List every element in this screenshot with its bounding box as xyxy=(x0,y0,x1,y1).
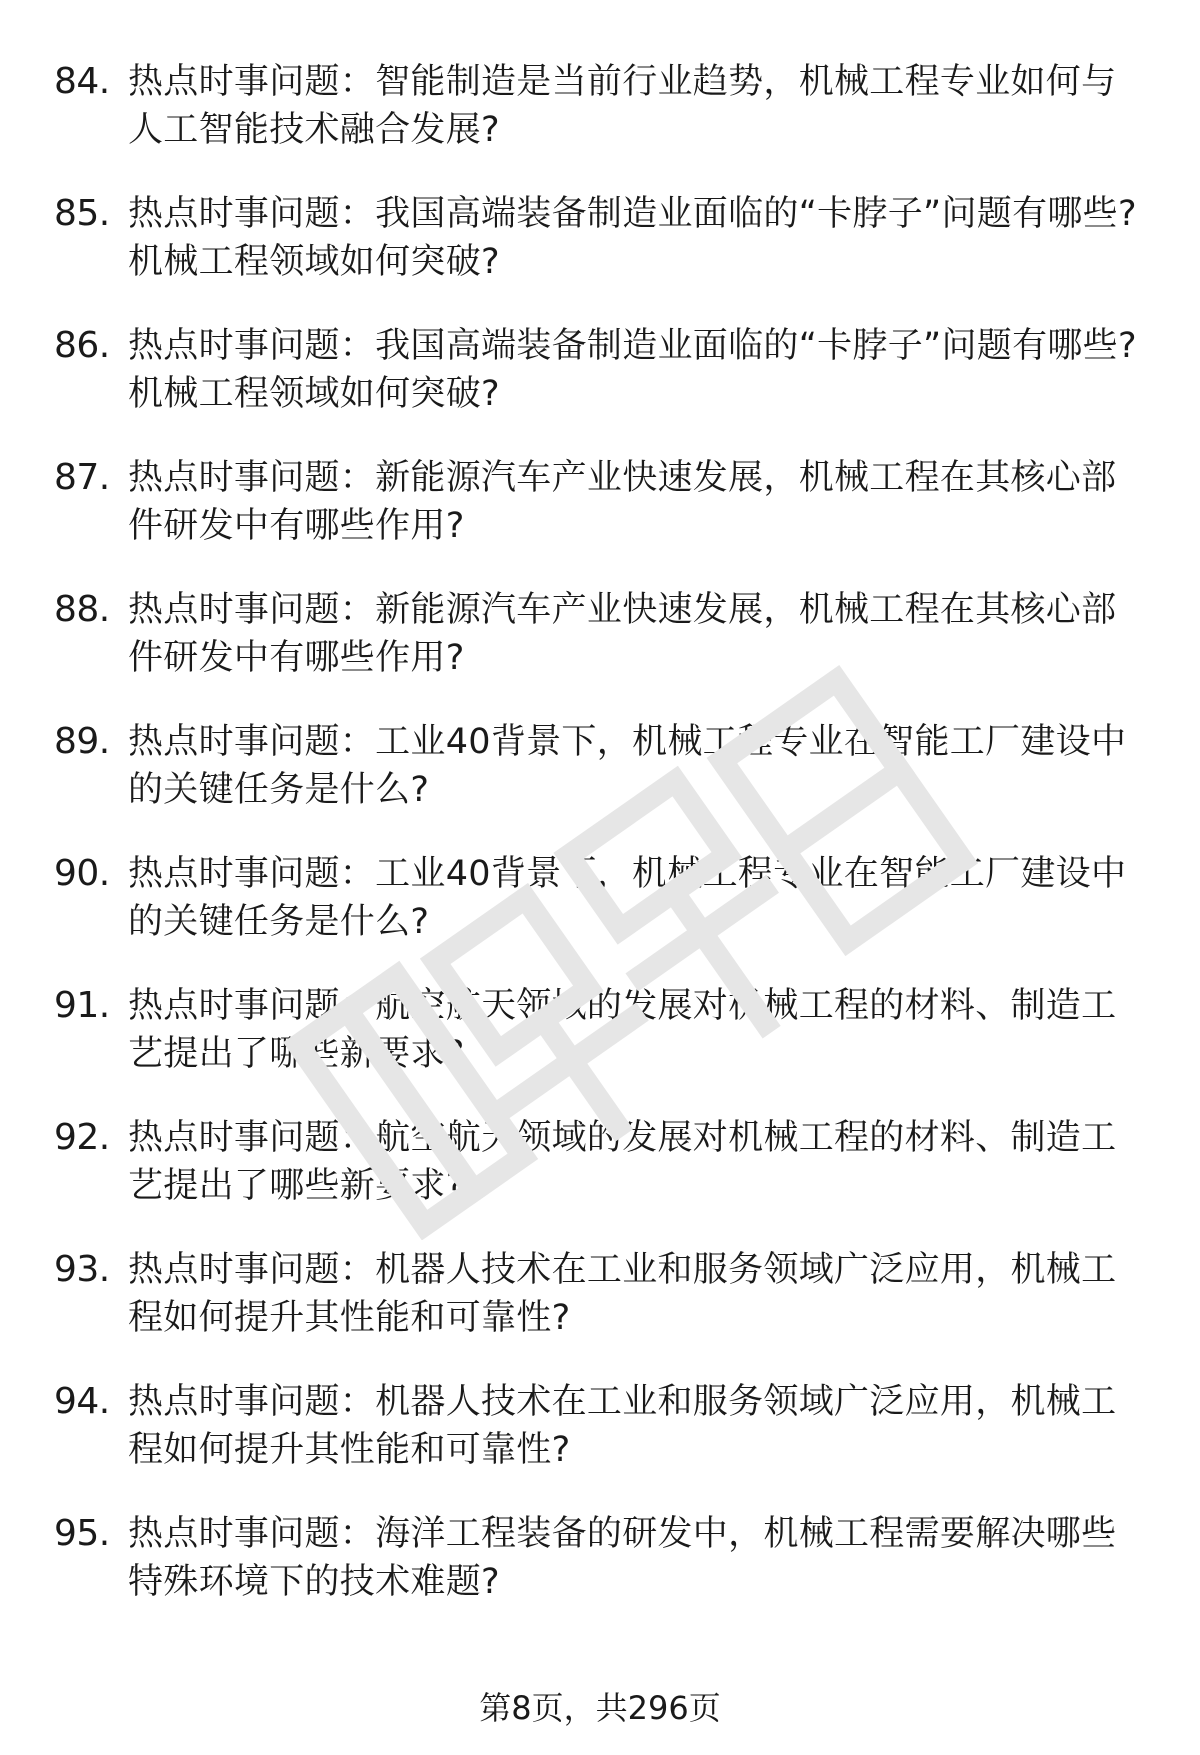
question-item xyxy=(0,1114,1200,1246)
question-number: 84. xyxy=(54,61,110,102)
question-item xyxy=(0,1246,1200,1378)
question-number: 86. xyxy=(54,325,110,366)
question-text: 热点时事问题：我国高端装备制造业面临的“卡脖子”问题有哪些?机械工程领域如何突破? xyxy=(128,194,1137,282)
question-item xyxy=(0,718,1200,850)
question-item xyxy=(0,850,1200,982)
question-number: 95. xyxy=(54,1513,110,1554)
question-number: 87. xyxy=(54,457,110,498)
question-text: 热点时事问题：新能源汽车产业快速发展，机械工程在其核心部件研发中有哪些作用? xyxy=(128,590,1117,678)
question-item xyxy=(0,1510,1200,1642)
question-number: 91. xyxy=(54,985,110,1026)
question-text: 热点时事问题：工业40背景下，机械工程专业在智能工厂建设中的关键任务是什么? xyxy=(128,854,1127,942)
question-text: 热点时事问题：新能源汽车产业快速发展，机械工程在其核心部件研发中有哪些作用? xyxy=(128,458,1117,546)
question-number: 93. xyxy=(54,1249,110,1290)
question-item xyxy=(0,454,1200,586)
question-item xyxy=(0,586,1200,718)
question-item xyxy=(0,1378,1200,1510)
question-number: 92. xyxy=(54,1117,110,1158)
question-text: 热点时事问题：机器人技术在工业和服务领域广泛应用，机械工程如何提升其性能和可靠性? xyxy=(128,1250,1117,1338)
question-text: 热点时事问题：航空航天领域的发展对机械工程的材料、制造工艺提出了哪些新要求? xyxy=(128,986,1117,1074)
question-item xyxy=(0,322,1200,454)
question-text: 热点时事问题：我国高端装备制造业面临的“卡脖子”问题有哪些?机械工程领域如何突破? xyxy=(128,326,1137,414)
question-item xyxy=(0,982,1200,1114)
question-item xyxy=(0,190,1200,322)
question-text: 热点时事问题：海洋工程装备的研发中，机械工程需要解决哪些特殊环境下的技术难题? xyxy=(128,1514,1117,1602)
question-text: 热点时事问题：工业40背景下，机械工程专业在智能工厂建设中的关键任务是什么? xyxy=(128,722,1127,810)
question-number: 85. xyxy=(54,193,110,234)
question-number: 88. xyxy=(54,589,110,630)
question-text: 热点时事问题：智能制造是当前行业趋势，机械工程专业如何与人工智能技术融合发展? xyxy=(128,62,1117,150)
page-footer: 第8页，共296页 xyxy=(479,1689,721,1727)
question-number: 89. xyxy=(54,721,110,762)
question-item xyxy=(0,58,1200,190)
question-text: 热点时事问题：航空航天领域的发展对机械工程的材料、制造工艺提出了哪些新要求? xyxy=(128,1118,1117,1206)
question-text: 热点时事问题：机器人技术在工业和服务领域广泛应用，机械工程如何提升其性能和可靠性? xyxy=(128,1382,1117,1470)
question-number: 94. xyxy=(54,1381,110,1422)
question-number: 90. xyxy=(54,853,110,894)
question-list xyxy=(0,58,1200,1642)
